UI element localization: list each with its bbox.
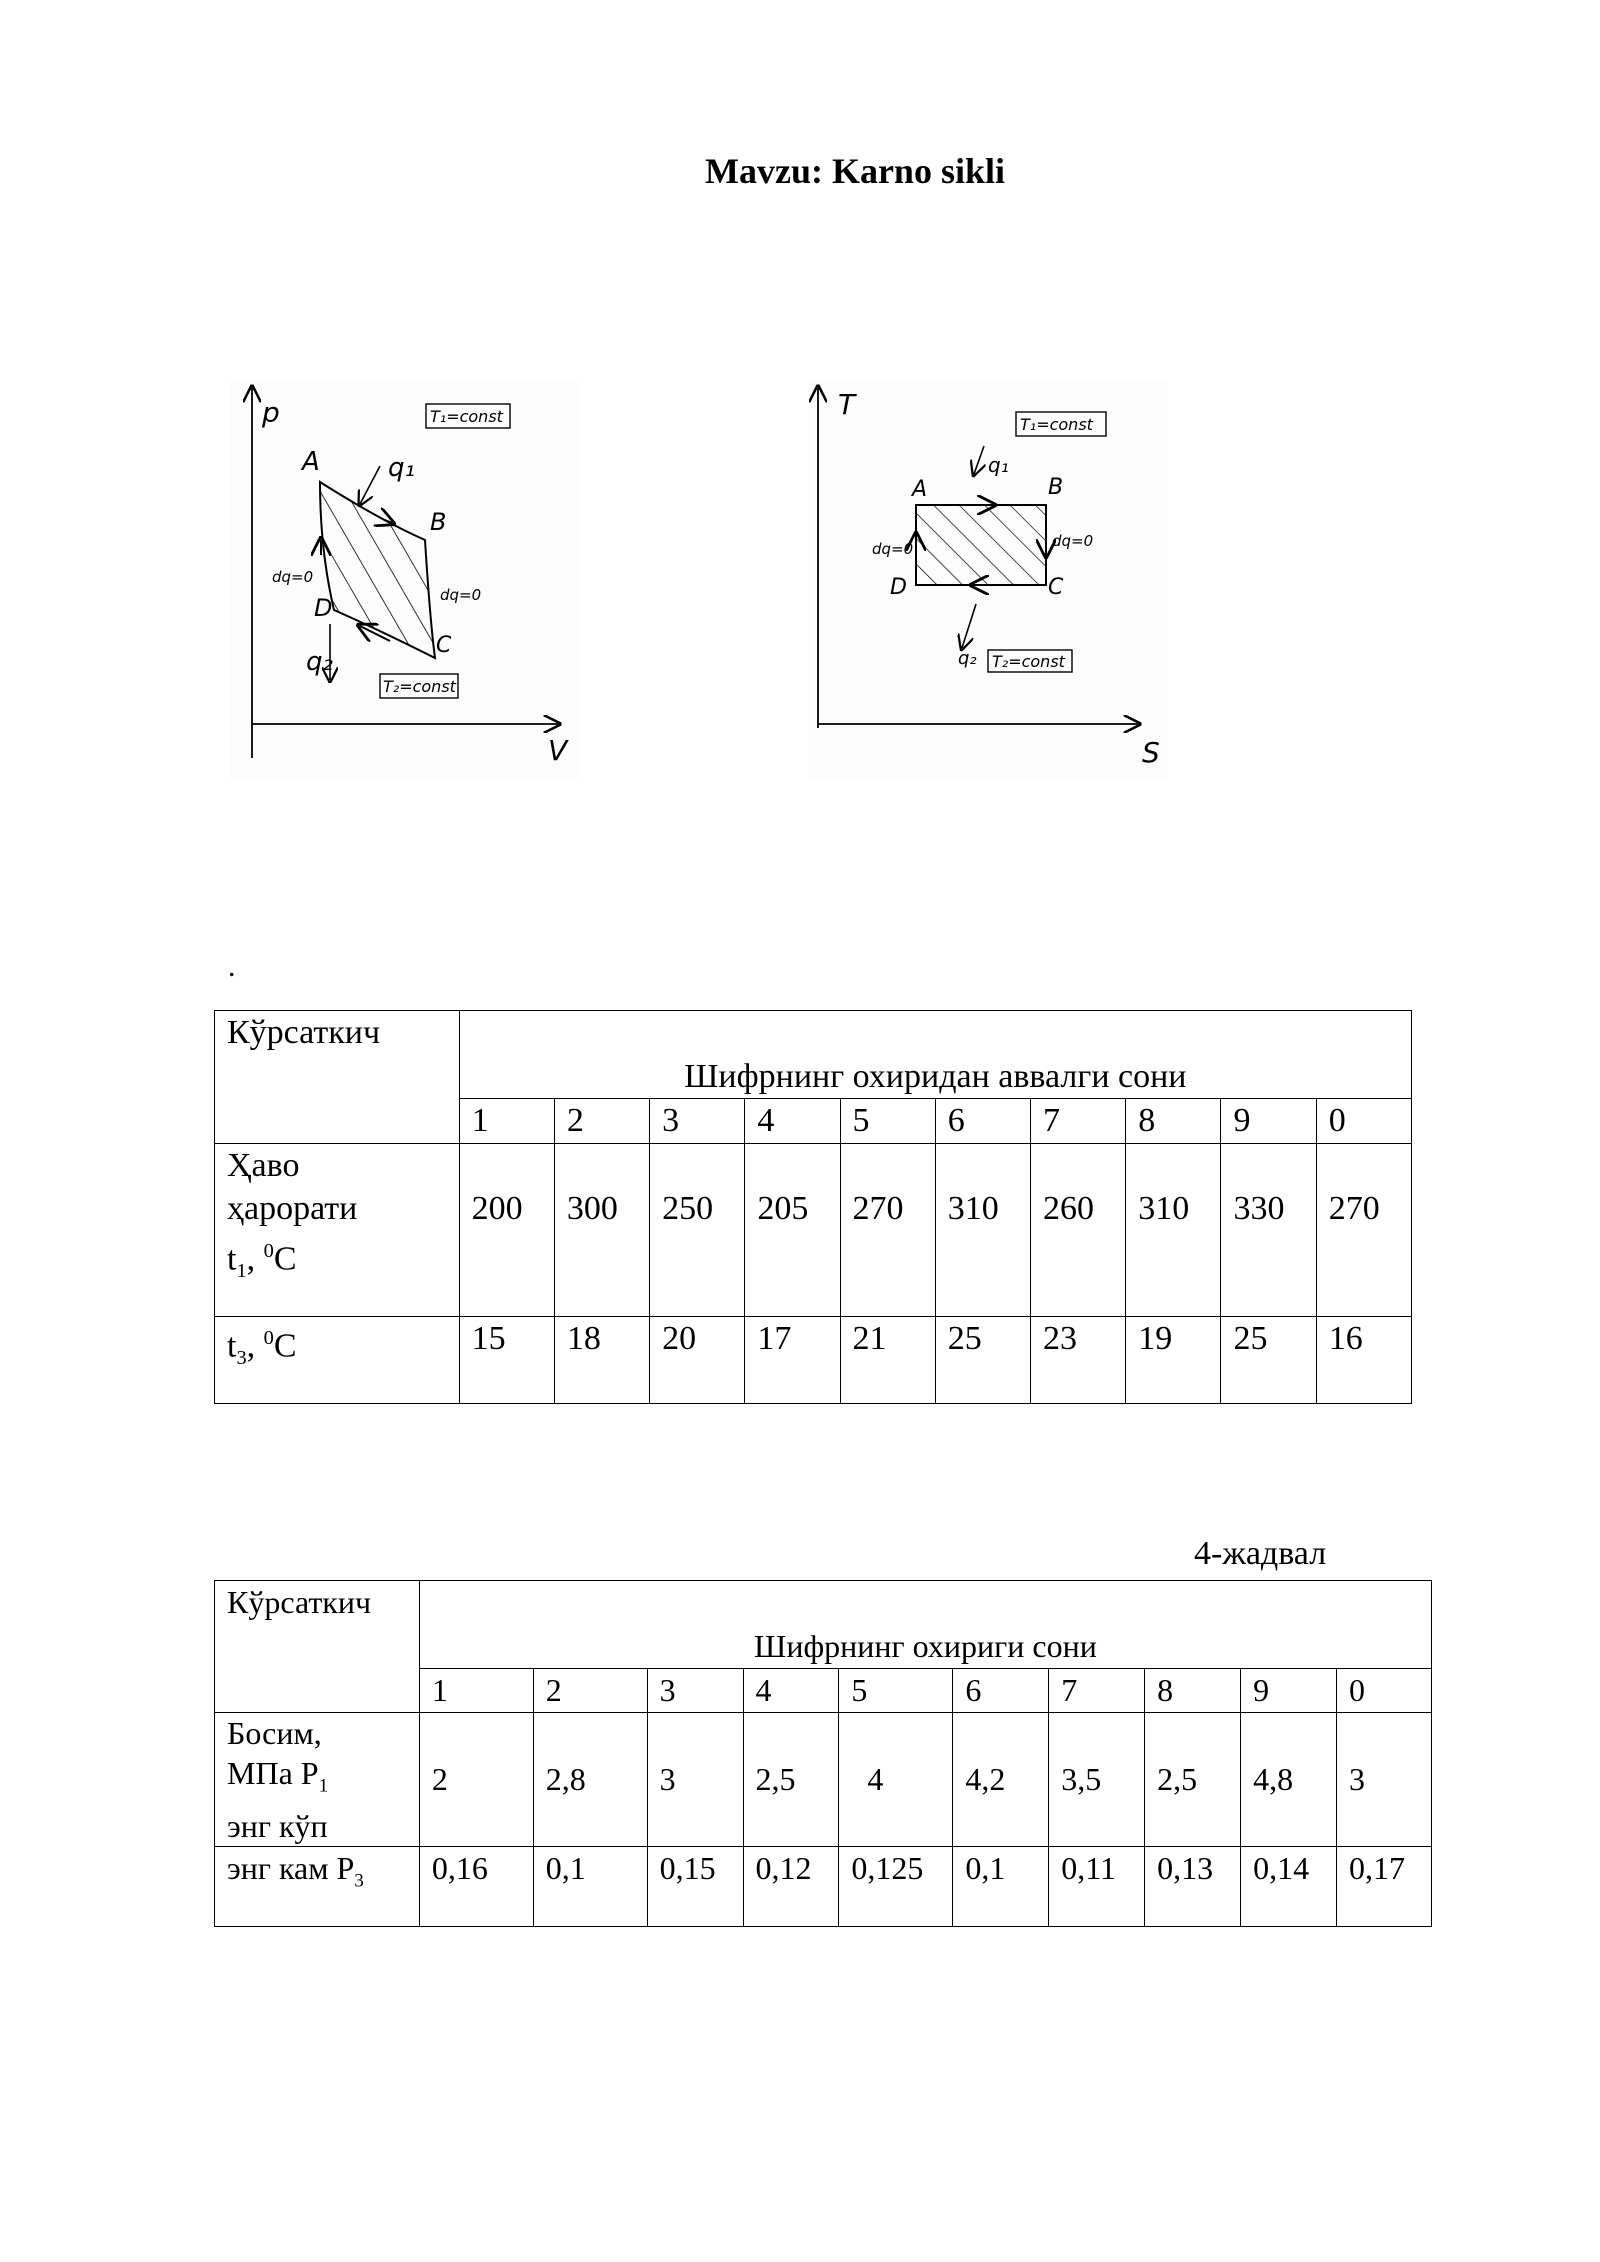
page-title: Mavzu: Karno sikli [704,151,1005,191]
pv-point-b: B [430,508,447,536]
table1-corner: Кўрсаткич [215,1011,460,1144]
pv-axis-p: p [262,396,280,429]
table2-header: Шифрнинг охириги сони [419,1581,1431,1669]
table1-cell: 21 [840,1317,935,1404]
pv-iso-bottom: T₂=const [383,677,456,696]
ts-point-d: D [890,575,907,600]
table1-col: 5 [840,1099,935,1144]
table2-cell: 0,1 [953,1847,1049,1927]
ts-point-b: B [1048,475,1064,500]
table2-cell: 0,11 [1049,1847,1145,1927]
table2-cell: 0,13 [1145,1847,1241,1927]
table1-cell: 310 [1126,1144,1221,1317]
table1-row-label-t3: $t_3$, $^0$C [215,1317,460,1404]
pv-point-a: A [302,447,320,477]
table2-col: 1 [419,1669,533,1713]
pv-iso-top: T₁=const [430,407,503,426]
table2-cell: 0,16 [419,1847,533,1927]
table2-cell: 4,2 [953,1713,1049,1847]
table1-cell: 25 [935,1317,1030,1404]
pv-adiabat-right: dq=0 [440,586,482,604]
table2-col: 4 [743,1669,839,1713]
table1-cell: 310 [935,1144,1030,1317]
pv-point-d: D [314,594,333,622]
table1-col: 2 [554,1099,649,1144]
ts-axis-s: S [1142,736,1160,769]
table1-col: 3 [650,1099,745,1144]
table1-cell: 17 [745,1317,840,1404]
table2-col: 7 [1049,1669,1145,1713]
table1-cell: 330 [1221,1144,1316,1317]
pv-point-c: C [436,633,452,658]
table2-cell: 3,5 [1049,1713,1145,1847]
table2-cell: 0,12 [743,1847,839,1927]
table2-cell: 2,5 [1145,1713,1241,1847]
table1-cell: 16 [1316,1317,1411,1404]
table2-cell: 2 [419,1713,533,1847]
table2-col: 2 [533,1669,647,1713]
table2-cell: 3 [1336,1713,1431,1847]
table2-caption: 4-жадвал [1194,1535,1327,1572]
table1-cell: 200 [459,1144,554,1317]
table2-cell: 4 [839,1713,953,1847]
pv-heat-out: q₂ [306,647,333,677]
table2-col: 3 [647,1669,743,1713]
table1-cell: 270 [1316,1144,1411,1317]
table2-cell: 0,14 [1241,1847,1337,1927]
table1-cell: 205 [745,1144,840,1317]
table2-col: 0 [1336,1669,1431,1713]
table1-col: 7 [1031,1099,1126,1144]
table2-cell: 0,17 [1336,1847,1431,1927]
table1-cell: 23 [1031,1317,1126,1404]
table1-col: 6 [935,1099,1030,1144]
table1-cell: 25 [1221,1317,1316,1404]
table2-cell: 3 [647,1713,743,1847]
table2-cell: 0,15 [647,1847,743,1927]
ts-adiabat-left: dq=0 [872,540,914,558]
table1-row-label-air-temp: Ҳаво ҳарорати $t_1$, $^0$C [215,1144,460,1317]
ts-heat-in: q₁ [988,453,1009,477]
table2-cell: 0,125 [839,1847,953,1927]
table2-col: 6 [953,1669,1049,1713]
table2-col: 9 [1241,1669,1337,1713]
table1-header: Шифрнинг охиридан аввалги сони [459,1011,1411,1099]
table1-cell: 260 [1031,1144,1126,1317]
table1-cell: 300 [554,1144,649,1317]
pv-adiabat-left: dq=0 [272,568,314,586]
ts-diagram [808,380,1168,780]
table1-col: 0 [1316,1099,1411,1144]
ts-heat-out: q₂ [958,648,977,669]
table2-col: 8 [1145,1669,1241,1713]
table-variant-penultimate-digit [214,1010,1412,1404]
table1-col: 9 [1221,1099,1316,1144]
table2-corner: Кўрсаткич [215,1581,420,1713]
ts-adiabat-right: dq=0 [1052,532,1094,550]
ts-iso-top: T₁=const [1020,415,1093,434]
table1-cell: 250 [650,1144,745,1317]
ts-axis-t: T [838,388,856,421]
table2-cell: 2,5 [743,1713,839,1847]
table2-row-label-pressure: Босим, МПа $Р_1$ энг кўп [215,1713,420,1847]
table1-col: 8 [1126,1099,1221,1144]
ts-point-c: C [1048,575,1064,600]
table1-col: 1 [459,1099,554,1144]
table1-col: 4 [745,1099,840,1144]
table2-cell: 2,8 [533,1713,647,1847]
table1-cell: 15 [459,1317,554,1404]
table2-cell: 4,8 [1241,1713,1337,1847]
ts-point-a: A [912,477,928,502]
table1-cell: 19 [1126,1317,1221,1404]
ts-cycle-area [916,505,1046,585]
table2-col: 5 [839,1669,953,1713]
table1-cell: 270 [840,1144,935,1317]
table1-cell: 20 [650,1317,745,1404]
table2-cell: 0,1 [533,1847,647,1927]
table2-row-label-min: энг кам $Р_3$ [215,1847,420,1927]
table1-cell: 18 [554,1317,649,1404]
pv-heat-in: q₁ [388,453,415,483]
table-variant-last-digit [214,1580,1432,1927]
stray-dot: . [228,950,236,983]
pv-diagram [230,380,580,780]
ts-iso-bottom: T₂=const [992,652,1065,671]
pv-axis-v: V [548,734,568,767]
